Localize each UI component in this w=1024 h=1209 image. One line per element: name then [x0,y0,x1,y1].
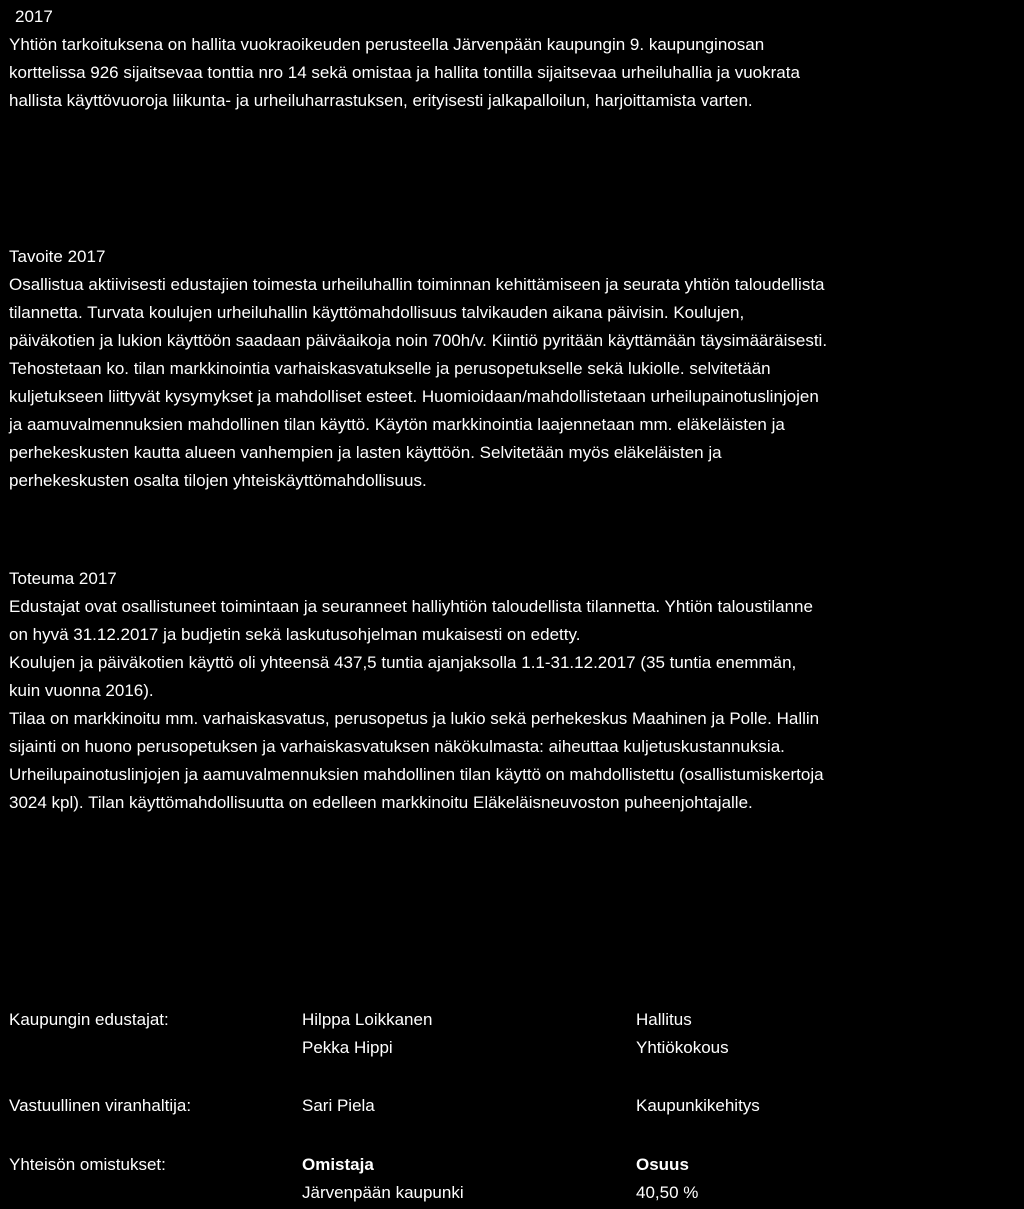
intro-line: hallista käyttövuoroja liikunta- ja urheiluharrastuksen, erityisesti jalkapalloilun, harjoittamista varten. [9,91,753,110]
toteuma-line: Koulujen ja päiväkotien käyttö oli yhteensä 437,5 tuntia ajanjaksolla 1.1-31.12.2017 (35 tuntia enemmän, [9,653,797,672]
toteuma-line: Edustajat ovat osallistuneet toimintaan ja seuranneet halliyhtiön taloudellista tilannetta. Yhtiön taloustilanne [9,597,813,616]
official-name: Sari Piela [302,1096,375,1115]
owner-column-header: Omistaja [302,1155,374,1174]
owner-share: 40,50 % [636,1183,699,1202]
tavoite-line: kuljetukseen liittyvät kysymykset ja mahdolliset esteet. Huomioidaan/mahdollistetaan urheilupainotuslinjojen [9,387,819,406]
intro-line: Yhtiön tarkoituksena on hallita vuokraoikeuden perusteella Järvenpään kaupungin 9. kaupunginosan [9,35,765,54]
official-row [0,1092,1024,1120]
representatives-row-1 [0,1006,1024,1034]
owner-name: Järvenpään kaupunki [302,1183,464,1202]
toteuma-line: on hyvä 31.12.2017 ja budjetin sekä laskutusohjelman mukaisesti on edetty. [9,625,581,644]
toteuma-line: kuin vuonna 2016). [9,681,154,700]
tavoite-line: perhekeskusten osalta tilojen yhteiskäyttömahdollisuus. [9,471,427,490]
ownership-row [0,1179,1024,1207]
tavoite-line: ja aamuvalmennuksien mahdollinen tilan käyttö. Käytön markkinointia laajennetaan mm. eläkeläisten ja [9,415,785,434]
representatives-label: Kaupungin edustajat: [9,1010,169,1029]
tavoite-line: perhekeskusten kautta alueen vanhempien ja lasten käyttöön. Selvitetään myös eläkeläisten ja [9,443,722,462]
share-column-header: Osuus [636,1155,689,1174]
representative-role: Yhtiökokous [636,1038,729,1057]
toteuma-line: Urheilupainotuslinjojen ja aamuvalmennuksien mahdollinen tilan käyttö on mahdollistettu (osallistumiskertoja [9,765,824,784]
tavoite-line: tilannetta. Turvata koulujen urheiluhallin käyttömahdollisuus talvikauden aikana päivisin. Koulujen, [9,303,745,322]
intro-section [9,3,1017,115]
intro-year-heading: 2017 [15,7,53,26]
tavoite-section [9,243,1017,495]
tavoite-line: päiväkotien ja lukion käyttöön saadaan päiväaikoja noin 700h/v. Kiintiö pyritään käyttämään täysimääräisesti. [9,331,828,350]
tavoite-line: Tehostetaan ko. tilan markkinointia varhaiskasvatukselle ja perusopetukselle sekä lukiolle. selvitetään [9,359,771,378]
ownership-label: Yhteisön omistukset: [9,1155,166,1174]
ownership-header-row [0,1151,1024,1179]
toteuma-line: Tilaa on markkinoitu mm. varhaiskasvatus, perusopetus ja lukio sekä perhekeskus Maahinen ja Polle. Hallin [9,709,820,728]
tavoite-line: Osallistua aktiivisesti edustajien toimesta urheiluhallin toiminnan kehittämiseen ja seurata yhtiön taloudellista [9,275,825,294]
toteuma-heading: Toteuma 2017 [9,569,117,588]
representative-role: Hallitus [636,1010,692,1029]
intro-line: korttelissa 926 sijaitsevaa tonttia nro 14 sekä omistaa ja hallita tontilla sijaitsevaa urheiluhallia ja vuokrata [9,63,800,82]
toteuma-section [9,565,1017,817]
toteuma-line: sijainti on huono perusopetuksen ja varhaiskasvatuksen näkökulmasta: aiheuttaa kuljetuskustannuksia. [9,737,785,756]
toteuma-line: 3024 kpl). Tilan käyttömahdollisuutta on edelleen markkinoitu Eläkeläisneuvoston puheenjohtajalle. [9,793,753,812]
representatives-row-2 [0,1034,1024,1062]
official-unit: Kaupunkikehitys [636,1096,760,1115]
official-label: Vastuullinen viranhaltija: [9,1096,192,1115]
representative-name: Hilppa Loikkanen [302,1010,433,1029]
tavoite-heading: Tavoite 2017 [9,247,106,266]
representative-name: Pekka Hippi [302,1038,393,1057]
